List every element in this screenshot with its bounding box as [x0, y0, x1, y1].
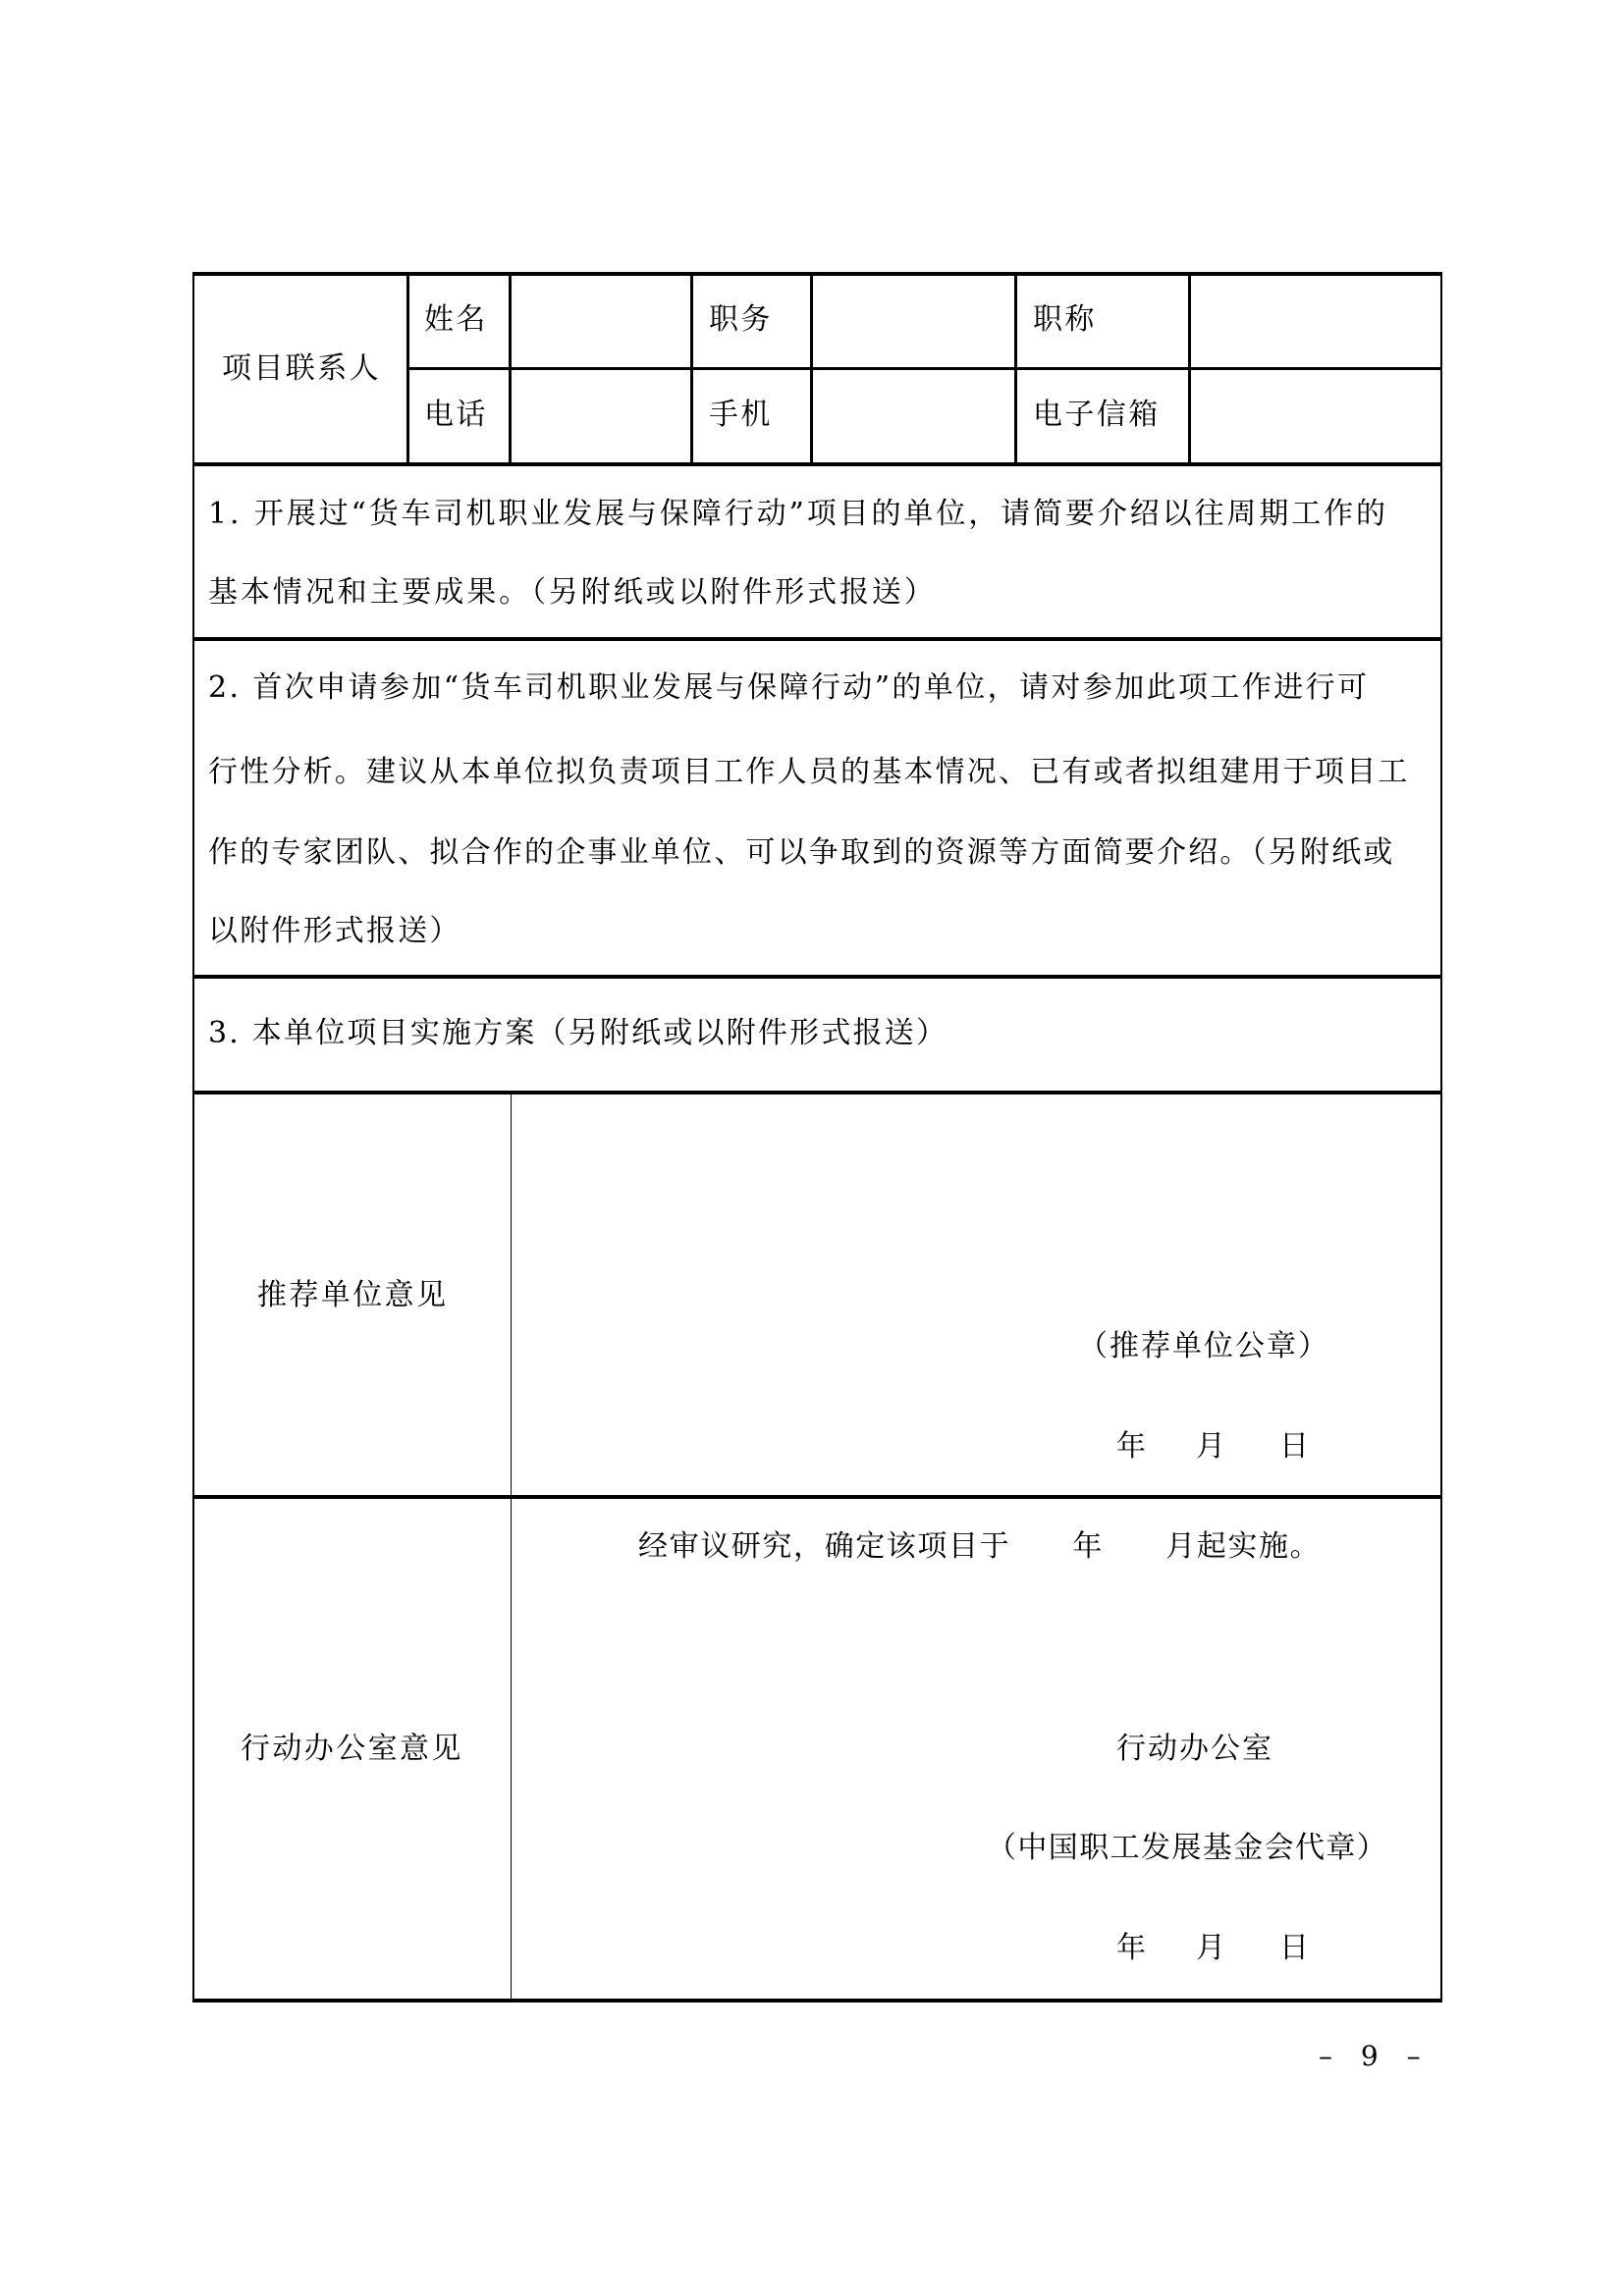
section2-line-3: 作的专家团队、拟合作的企事业单位、可以争取到的资源等方面简要介绍。（另附纸或: [208, 835, 1395, 870]
page-number: – 9 –: [1319, 2040, 1431, 2072]
name-field[interactable]: [513, 276, 689, 366]
contact-row-divider: [407, 367, 1442, 370]
office-opinion-field[interactable]: [514, 1500, 1438, 1997]
contact-col-divider-3: [690, 272, 693, 465]
office-signer: 行动办公室: [1116, 1732, 1273, 1766]
email-field[interactable]: [1192, 371, 1439, 461]
section2-line-2: 行性分析。建议从本单位拟负责项目工作人员的基本情况、已有或者拟组建用于项目工: [208, 755, 1410, 789]
recommend-label: 推荐单位意见: [257, 1278, 449, 1312]
phone-label: 电话: [424, 398, 488, 432]
office-seal: （中国职工发展基金会代章）: [987, 1831, 1388, 1865]
recommend-date-year: 年: [1116, 1429, 1149, 1464]
office-statement: 经审议研究，确定该项目于 年 月起实施。: [638, 1529, 1322, 1564]
office-date-year: 年: [1116, 1931, 1149, 1965]
phone-field[interactable]: [513, 371, 689, 461]
title-label: 职称: [1033, 302, 1097, 337]
position-field[interactable]: [814, 276, 1013, 366]
section3-bottom: [192, 1091, 1442, 1095]
recommend-seal: （推荐单位公章）: [1078, 1329, 1329, 1363]
table-border-left: [192, 272, 194, 2002]
contact-col-divider-2: [509, 272, 512, 465]
section2-line-4: 以附件形式报送）: [208, 914, 461, 948]
section1-line-1: 1. 开展过“货车司机职业发展与保障行动”项目的单位，请简要介绍以往周期工作的: [208, 497, 1388, 531]
office-date-month: 月: [1196, 1931, 1228, 1965]
contact-col-divider-1: [406, 272, 409, 465]
section2-line-1: 2. 首次申请参加“货车司机职业发展与保障行动”的单位，请对参加此项工作进行可: [208, 670, 1370, 705]
table-border-bottom: [192, 1999, 1442, 2002]
table-border-right: [1440, 272, 1442, 2002]
contact-col-divider-6: [1188, 272, 1191, 465]
contact-col-divider-5: [1014, 272, 1017, 465]
email-label: 电子信箱: [1033, 398, 1161, 432]
office-date-day: 日: [1279, 1931, 1312, 1965]
mobile-label: 手机: [709, 398, 773, 432]
contact-col-divider-4: [810, 272, 813, 465]
recommend-date-month: 月: [1196, 1429, 1228, 1464]
name-label: 姓名: [424, 302, 488, 337]
opinion-col-divider: [511, 1094, 512, 2000]
recommend-section-bottom: [192, 1495, 1442, 1499]
section2-bottom: [192, 975, 1442, 979]
section1-bottom: [192, 637, 1442, 641]
position-label: 职务: [709, 302, 773, 337]
title-field[interactable]: [1192, 276, 1439, 366]
office-label: 行动办公室意见: [241, 1732, 463, 1766]
mobile-field[interactable]: [814, 371, 1013, 461]
contact-section-bottom: [192, 462, 1442, 466]
recommend-date-day: 日: [1279, 1429, 1312, 1464]
section1-line-2: 基本情况和主要成果。（另附纸或以附件形式报送）: [208, 575, 937, 610]
section3-text: 3. 本单位项目实施方案（另附纸或以附件形式报送）: [208, 1016, 948, 1050]
contact-section-label: 项目联系人: [222, 351, 381, 386]
